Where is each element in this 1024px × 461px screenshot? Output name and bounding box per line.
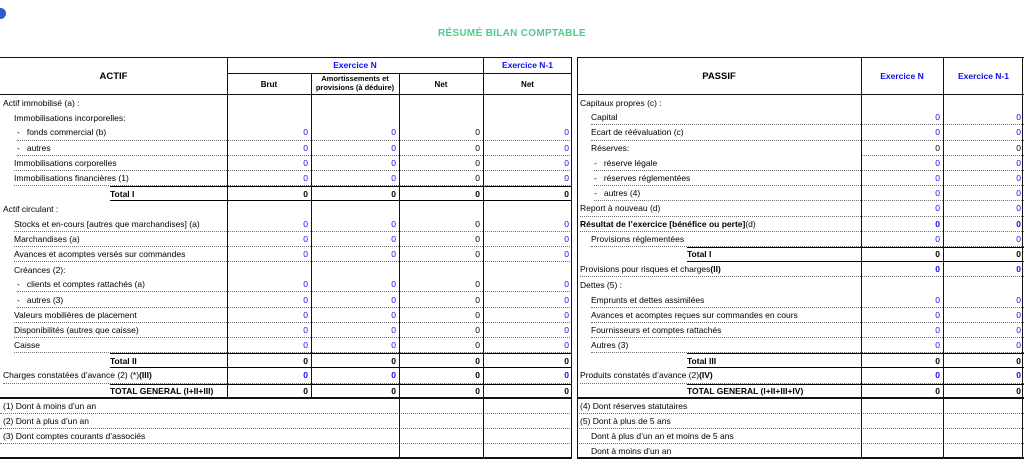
value-cell: [399, 262, 483, 277]
editable-value-cell[interactable]: 0: [227, 323, 311, 338]
actif-row: [0, 262, 572, 277]
row-label: Total I: [687, 247, 861, 262]
row-label-cell: [0, 338, 227, 353]
value-cell: 0: [399, 156, 483, 171]
table-border-line: [227, 57, 228, 398]
value-cell: 0: [399, 292, 483, 307]
editable-value-cell[interactable]: 0: [483, 277, 572, 292]
editable-value-cell[interactable]: 0: [227, 232, 311, 247]
actif-row: [0, 110, 572, 125]
table-border-line: [577, 94, 1024, 95]
editable-value-cell[interactable]: 0: [483, 156, 572, 171]
editable-value-cell[interactable]: 0: [311, 277, 399, 292]
row-label-cell: [0, 186, 227, 201]
passif-row: [577, 95, 1024, 110]
passif-row: [577, 141, 1024, 156]
passif-row: [577, 292, 1024, 307]
editable-value-cell[interactable]: 0: [943, 125, 1024, 140]
row-label: Dettes (5) :: [580, 279, 623, 290]
row-label: - autres: [17, 141, 227, 156]
value-cell: 0: [399, 171, 483, 186]
editable-value-cell[interactable]: 0: [483, 217, 572, 232]
row-label: Provisions réglementées: [591, 232, 861, 247]
row-label-cell: [0, 292, 227, 307]
editable-value-cell[interactable]: 0: [311, 247, 399, 262]
value-cell: [227, 95, 311, 110]
actif-footnote-row: [0, 429, 572, 444]
value-cell: 0: [483, 353, 572, 368]
editable-value-cell[interactable]: 0: [483, 141, 572, 156]
row-label: Immobilisations financières (1): [14, 171, 227, 186]
table-border-line: [0, 457, 572, 459]
editable-value-cell[interactable]: 0: [227, 125, 311, 140]
passif-footnotes: [577, 399, 1024, 459]
passif-row: [577, 125, 1024, 140]
actif-row: [0, 323, 572, 338]
editable-value-cell[interactable]: 0: [861, 110, 943, 125]
row-label-cell: [577, 95, 861, 110]
actif-row: [0, 308, 572, 323]
footnote-label: Dont à plus d’un an et moins de 5 ans: [577, 429, 1024, 444]
actif-body: [0, 95, 572, 399]
row-label: - autres (3): [17, 292, 227, 307]
row-label-cell: [577, 262, 861, 277]
passif-table: [577, 57, 1024, 459]
row-label-cell: [577, 156, 861, 171]
editable-value-cell[interactable]: 0: [227, 247, 311, 262]
dash: -: [17, 142, 20, 153]
value-cell: [483, 201, 572, 216]
value-cell: 0: [227, 186, 311, 201]
actif-row: [0, 125, 572, 140]
value-cell: 0: [861, 384, 943, 399]
actif-row: [0, 247, 572, 262]
value-cell: [311, 262, 399, 277]
actif-footnote-row: [0, 399, 572, 414]
editable-value-cell[interactable]: 0: [943, 308, 1024, 323]
passif-row: [577, 171, 1024, 186]
value-cell: 0: [943, 247, 1024, 262]
editable-value-cell[interactable]: 0: [483, 323, 572, 338]
table-border-line: [577, 57, 1024, 58]
actif-row: [0, 171, 572, 186]
editable-value-cell[interactable]: 0: [861, 171, 943, 186]
actif-table: [0, 57, 572, 459]
editable-value-cell[interactable]: 0: [943, 368, 1024, 383]
footnote-label: (4) Dont réserves statutaires: [577, 399, 1024, 414]
row-label: Avances et acomptes versés sur commandes: [14, 247, 227, 262]
row-label: Produits constatés d’avance (2) (IV): [580, 368, 861, 383]
value-cell: 0: [399, 186, 483, 201]
row-label: Immobilisations incorporelles:: [14, 112, 126, 123]
row-label: Total I: [110, 186, 227, 201]
brut-header: Brut: [260, 79, 278, 89]
value-cell: 0: [399, 125, 483, 140]
editable-value-cell[interactable]: 0: [311, 171, 399, 186]
table-border-line: [577, 57, 578, 459]
footnote-label: (5) Dont à plus de 5 ans: [577, 414, 1024, 429]
editable-value-cell[interactable]: 0: [861, 308, 943, 323]
passif-body: [577, 95, 1024, 399]
row-label: Créances (2):: [14, 264, 66, 275]
value-cell: [861, 277, 943, 292]
row-label: Total II: [110, 353, 227, 368]
row-label: Résultat de l’exercice [bénéfice ou perte] (d): [580, 217, 861, 232]
row-label-cell: [577, 308, 861, 323]
row-label: - autres (4): [594, 186, 861, 201]
actif-row: [0, 338, 572, 353]
value-cell: 0: [399, 323, 483, 338]
value-cell: [483, 110, 572, 125]
row-label-cell: [0, 95, 227, 110]
row-label: Fournisseurs et comptes rattachés: [591, 323, 861, 338]
editable-value-cell[interactable]: 0: [861, 156, 943, 171]
value-cell: [483, 262, 572, 277]
row-label: Emprunts et dettes assimilées: [591, 292, 861, 307]
value-cell: 0: [399, 353, 483, 368]
row-label-cell: [0, 277, 227, 292]
row-label-cell: [577, 338, 861, 353]
value-cell: 0: [399, 384, 483, 399]
dash: -: [17, 127, 20, 138]
row-label-cell: [0, 156, 227, 171]
passif-row: [577, 353, 1024, 368]
editable-value-cell[interactable]: 0: [943, 110, 1024, 125]
actif-row: [0, 232, 572, 247]
row-label: Marchandises (a): [14, 232, 227, 247]
row-label-cell: [577, 277, 861, 292]
passif-row: [577, 156, 1024, 171]
value-cell: 0: [943, 141, 1024, 156]
value-cell: [311, 95, 399, 110]
row-label: TOTAL GENERAL (I+II+III+IV): [687, 384, 861, 399]
value-cell: [399, 95, 483, 110]
editable-value-cell[interactable]: 0: [861, 292, 943, 307]
table-border-line: [577, 397, 1024, 399]
passif-row: [577, 277, 1024, 292]
actif-row: [0, 201, 572, 216]
row-label-cell: [0, 262, 227, 277]
editable-value-cell[interactable]: 0: [311, 323, 399, 338]
value-cell: [399, 110, 483, 125]
value-cell: 0: [311, 353, 399, 368]
table-border-line: [399, 73, 400, 459]
table-border-line: [311, 73, 312, 398]
value-cell: 0: [399, 217, 483, 232]
row-label: Réserves:: [591, 143, 630, 154]
row-label: Provisions pour risques et charges (II): [580, 262, 861, 277]
editable-value-cell[interactable]: 0: [861, 323, 943, 338]
passif-row: [577, 110, 1024, 125]
passif-exercice-n1-header: Exercice N-1: [957, 71, 1010, 81]
editable-value-cell[interactable]: 0: [861, 201, 943, 216]
row-label-cell: [0, 353, 227, 368]
dash: -: [17, 294, 20, 305]
editable-value-cell[interactable]: 0: [943, 186, 1024, 201]
actif-row: [0, 141, 572, 156]
row-label-cell: [577, 217, 861, 232]
value-cell: 0: [943, 353, 1024, 368]
editable-value-cell[interactable]: 0: [861, 368, 943, 383]
row-label-cell: [577, 171, 861, 186]
editable-value-cell[interactable]: 0: [861, 338, 943, 353]
row-label: Actif immobilisé (a) :: [3, 97, 80, 108]
editable-value-cell[interactable]: 0: [311, 141, 399, 156]
row-label-cell: [0, 110, 227, 125]
actif-row: [0, 156, 572, 171]
footnote-label: (3) Dont comptes courants d’associés: [0, 429, 572, 444]
value-cell: 0: [227, 384, 311, 399]
value-cell: [311, 110, 399, 125]
value-cell: 0: [227, 353, 311, 368]
row-label: Disponibilités (autres que caisse): [14, 323, 227, 338]
editable-value-cell[interactable]: 0: [227, 308, 311, 323]
editable-value-cell[interactable]: 0: [227, 368, 311, 383]
actif-row: [0, 277, 572, 292]
actif-row: [0, 368, 572, 383]
row-label-cell: [577, 292, 861, 307]
row-label: - fonds commercial (b): [17, 125, 227, 140]
editable-value-cell[interactable]: 0: [483, 368, 572, 383]
actif-row: [0, 353, 572, 368]
value-cell: [227, 262, 311, 277]
editable-value-cell[interactable]: 0: [861, 217, 943, 232]
editable-value-cell[interactable]: 0: [943, 232, 1024, 247]
value-cell: 0: [399, 247, 483, 262]
editable-value-cell[interactable]: 0: [483, 125, 572, 140]
row-label-cell: [0, 217, 227, 232]
row-label-cell: [0, 247, 227, 262]
value-cell: [311, 201, 399, 216]
value-cell: 0: [399, 368, 483, 383]
actif-row: [0, 217, 572, 232]
row-label: Ecart de réévaluation (c): [591, 125, 861, 140]
blue-dot-icon: [0, 8, 6, 19]
table-border-line: [1022, 57, 1023, 459]
row-label-cell: [577, 353, 861, 368]
row-label: - réserve légale: [594, 156, 861, 171]
exercice-n-header: Exercice N: [333, 60, 377, 70]
row-label-cell: [0, 141, 227, 156]
page-title: RÉSUMÉ BILAN COMPTABLE: [437, 28, 587, 39]
net-header: Net: [434, 79, 448, 89]
row-label: Actif circulant :: [3, 203, 59, 214]
editable-value-cell[interactable]: 0: [227, 217, 311, 232]
editable-value-cell[interactable]: 0: [861, 125, 943, 140]
passif-row: [577, 186, 1024, 201]
table-border-line: [483, 57, 484, 459]
row-label: Capital: [591, 110, 861, 125]
editable-value-cell[interactable]: 0: [861, 186, 943, 201]
editable-value-cell[interactable]: 0: [311, 308, 399, 323]
editable-value-cell[interactable]: 0: [943, 292, 1024, 307]
actif-footnotes: [0, 399, 572, 459]
value-cell: 0: [311, 384, 399, 399]
row-label: Autres (3): [591, 338, 861, 353]
editable-value-cell[interactable]: 0: [943, 217, 1024, 232]
editable-value-cell[interactable]: 0: [943, 262, 1024, 277]
editable-value-cell[interactable]: 0: [483, 308, 572, 323]
actif-header: ACTIF: [99, 70, 128, 82]
editable-value-cell[interactable]: 0: [483, 292, 572, 307]
value-cell: [861, 95, 943, 110]
row-label: Immobilisations corporelles: [14, 156, 227, 171]
editable-value-cell[interactable]: 0: [227, 141, 311, 156]
passif-footnote-row: [577, 429, 1024, 444]
value-cell: 0: [399, 338, 483, 353]
editable-value-cell[interactable]: 0: [311, 156, 399, 171]
passif-row: [577, 262, 1024, 277]
passif-footnote-row: [577, 399, 1024, 414]
editable-value-cell[interactable]: 0: [311, 125, 399, 140]
row-label: Total III: [687, 353, 861, 368]
editable-value-cell[interactable]: 0: [861, 262, 943, 277]
editable-value-cell[interactable]: 0: [943, 156, 1024, 171]
passif-row: [577, 308, 1024, 323]
actif-row: [0, 186, 572, 201]
row-label: Valeurs mobilières de placement: [14, 308, 227, 323]
value-cell: 0: [399, 141, 483, 156]
editable-value-cell[interactable]: 0: [861, 232, 943, 247]
editable-value-cell[interactable]: 0: [227, 277, 311, 292]
editable-value-cell[interactable]: 0: [483, 338, 572, 353]
editable-value-cell[interactable]: 0: [311, 232, 399, 247]
value-cell: [227, 110, 311, 125]
dash: -: [17, 279, 20, 290]
row-label-cell: [577, 125, 861, 140]
table-border-line: [861, 57, 862, 459]
table-border-line: [571, 57, 572, 459]
dash: -: [594, 188, 597, 199]
row-label: Avances et acomptes reçues sur commandes en cours: [591, 308, 861, 323]
editable-value-cell[interactable]: 0: [311, 338, 399, 353]
passif-footnote-row: [577, 414, 1024, 429]
row-label-cell: [0, 323, 227, 338]
row-label-cell: [0, 201, 227, 216]
passif-row: [577, 338, 1024, 353]
editable-value-cell[interactable]: 0: [483, 232, 572, 247]
row-label-cell: [0, 125, 227, 140]
dash: -: [594, 173, 597, 184]
editable-value-cell[interactable]: 0: [943, 201, 1024, 216]
value-cell: 0: [483, 384, 572, 399]
passif-exercice-n-header: Exercice N: [880, 71, 924, 81]
row-label-cell: [577, 141, 861, 156]
value-cell: 0: [311, 186, 399, 201]
table-border-line: [0, 94, 572, 95]
table-border-line: [0, 57, 572, 58]
row-label-cell: [0, 308, 227, 323]
editable-value-cell[interactable]: 0: [943, 338, 1024, 353]
editable-value-cell[interactable]: 0: [943, 323, 1024, 338]
value-cell: 0: [861, 353, 943, 368]
row-label-cell: [577, 201, 861, 216]
table-border-line: [943, 57, 944, 459]
editable-value-cell[interactable]: 0: [227, 292, 311, 307]
dash: -: [594, 157, 597, 168]
editable-value-cell[interactable]: 0: [311, 368, 399, 383]
passif-row: [577, 201, 1024, 216]
table-border-line: [0, 397, 572, 399]
row-label: Charges constatées d’avance (2) (*) (III): [3, 368, 227, 383]
row-label: Stocks et en-cours [autres que marchandises] (a): [14, 217, 227, 232]
actif-row: [0, 292, 572, 307]
passif-row: [577, 368, 1024, 383]
actif-row: [0, 95, 572, 110]
row-label-cell: [577, 186, 861, 201]
editable-value-cell[interactable]: 0: [227, 338, 311, 353]
passif-row: [577, 247, 1024, 262]
footnote-label: Dont à moins d’un an: [577, 444, 1024, 459]
row-label: - réserves réglementées: [594, 171, 861, 186]
value-cell: 0: [399, 232, 483, 247]
value-cell: 0: [399, 277, 483, 292]
value-cell: 0: [483, 186, 572, 201]
row-label-cell: [577, 247, 861, 262]
row-label-cell: [577, 232, 861, 247]
amortissements-header: Amortissements et provisions (à déduire): [315, 74, 395, 92]
exercice-n1-header: Exercice N-1: [501, 60, 554, 70]
row-label-cell: [577, 323, 861, 338]
footnote-label: (2) Dont à plus d’un an: [0, 414, 572, 429]
row-label-cell: [0, 368, 227, 383]
row-label: - clients et comptes rattachés (a): [17, 277, 227, 292]
value-cell: [943, 95, 1024, 110]
value-cell: [483, 95, 572, 110]
value-cell: 0: [943, 384, 1024, 399]
editable-value-cell[interactable]: 0: [311, 217, 399, 232]
net-n1-header: Net: [521, 79, 534, 89]
actif-footnote-row: [0, 414, 572, 429]
value-cell: 0: [861, 247, 943, 262]
passif-row: [577, 232, 1024, 247]
value-cell: 0: [399, 308, 483, 323]
passif-row: [577, 323, 1024, 338]
editable-value-cell[interactable]: 0: [483, 247, 572, 262]
value-cell: [943, 277, 1024, 292]
value-cell: [227, 201, 311, 216]
table-border-line: [577, 457, 1024, 459]
value-cell: [399, 201, 483, 216]
editable-value-cell[interactable]: 0: [227, 171, 311, 186]
passif-header: PASSIF: [702, 70, 736, 82]
passif-row: [577, 217, 1024, 232]
row-label: TOTAL GENERAL (I+II+III): [110, 384, 227, 399]
editable-value-cell[interactable]: 0: [311, 292, 399, 307]
value-cell: 0: [861, 141, 943, 156]
row-label-cell: [0, 171, 227, 186]
row-label: Capitaux propres (c) :: [580, 97, 662, 108]
row-label-cell: [577, 368, 861, 383]
editable-value-cell[interactable]: 0: [943, 171, 1024, 186]
footnote-label: (1) Dont à moins d’un an: [0, 399, 572, 414]
row-label-cell: [577, 110, 861, 125]
editable-value-cell[interactable]: 0: [483, 171, 572, 186]
row-label-cell: [0, 232, 227, 247]
editable-value-cell[interactable]: 0: [227, 156, 311, 171]
row-label: Report à nouveau (d): [580, 201, 861, 216]
row-label: Caisse: [14, 338, 227, 353]
